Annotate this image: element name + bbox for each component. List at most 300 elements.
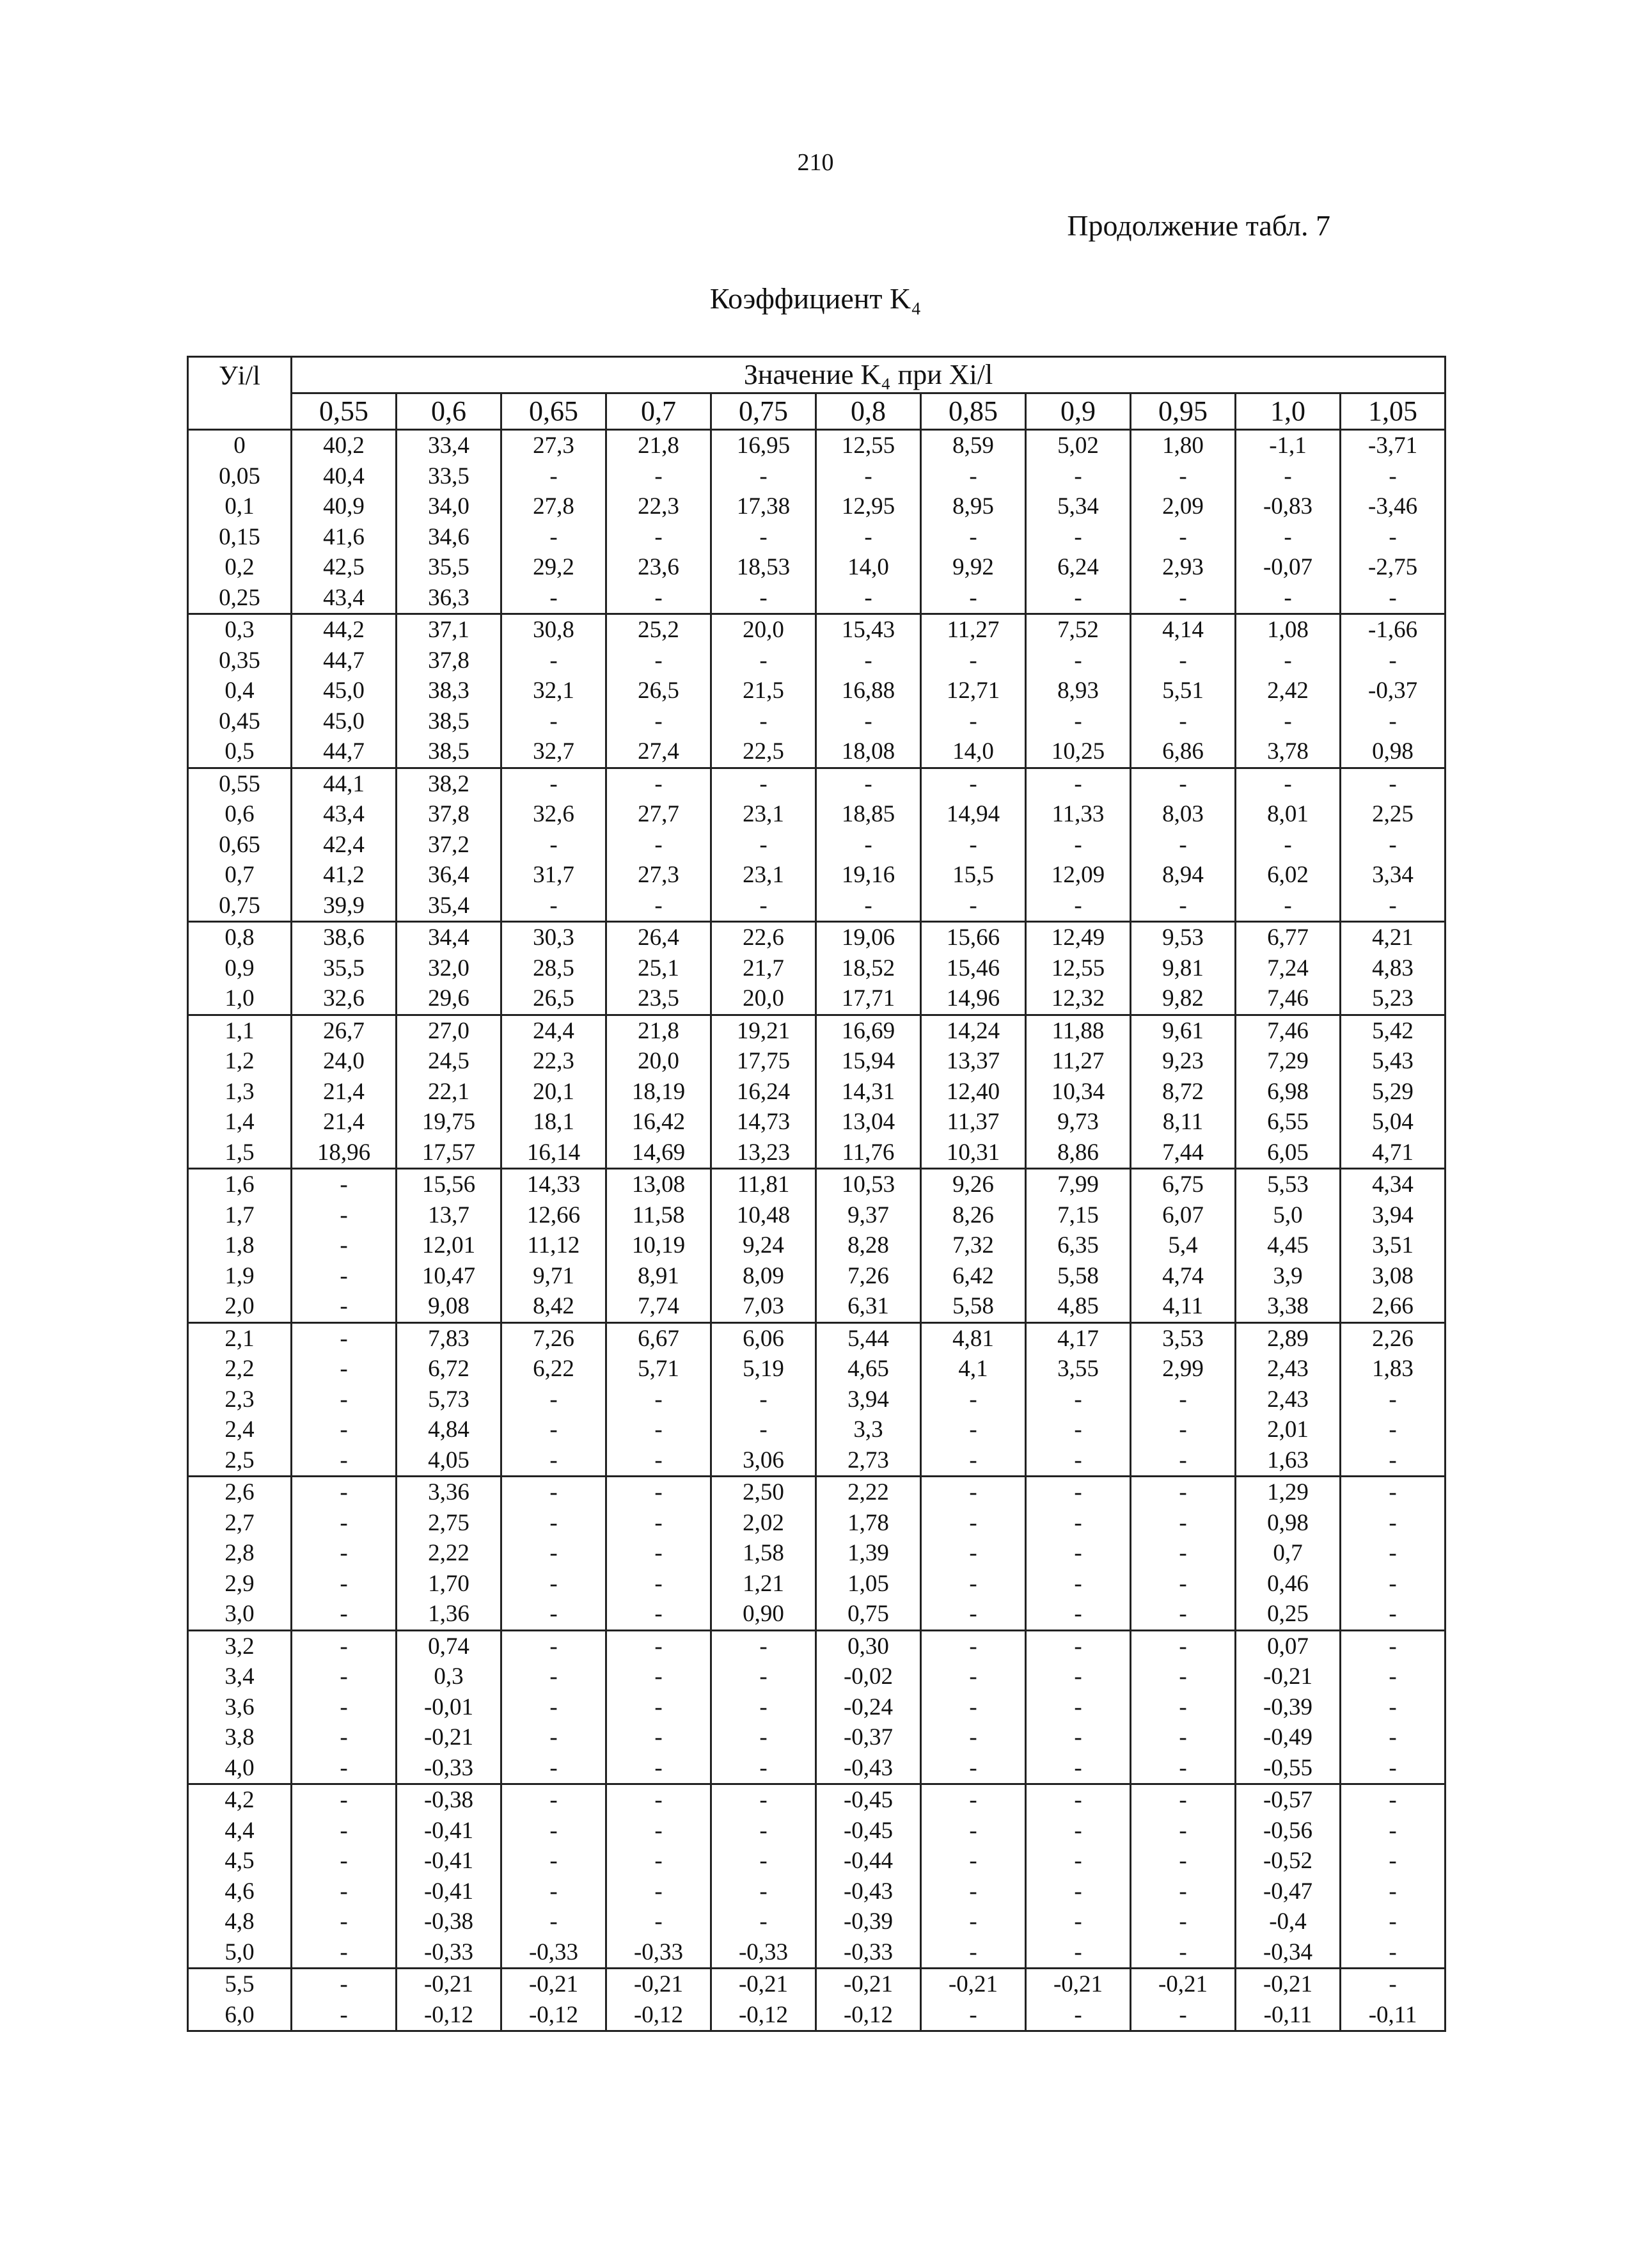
value-cell: 28,5 — [501, 953, 606, 984]
value-cell: 11,33 — [1026, 799, 1131, 830]
value-cell: 23,6 — [606, 552, 711, 583]
value-cell: 2,75 — [397, 1508, 501, 1539]
value-cell: 1,39 — [816, 1538, 921, 1569]
value-cell: 32,1 — [501, 676, 606, 706]
value-cell: 19,06 — [816, 922, 921, 953]
value-cell: - — [606, 1753, 711, 1784]
value-cell: 8,09 — [711, 1261, 816, 1292]
value-cell: - — [1341, 1692, 1446, 1723]
row-label-cell: 4,2 — [188, 1784, 292, 1816]
value-cell: - — [292, 1354, 397, 1384]
value-cell: 16,14 — [501, 1138, 606, 1169]
row-label-cell: 1,8 — [188, 1230, 292, 1261]
value-cell: 11,12 — [501, 1230, 606, 1261]
table-row — [188, 1322, 1446, 1354]
value-cell: 5,04 — [1341, 1107, 1446, 1138]
table-row — [188, 1015, 1446, 1046]
value-cell: 26,4 — [606, 922, 711, 953]
value-cell: 15,5 — [921, 860, 1026, 891]
value-cell: - — [1026, 1722, 1131, 1753]
value-cell: 1,70 — [397, 1569, 501, 1599]
value-cell: - — [921, 830, 1026, 860]
value-cell: -0,21 — [501, 1969, 606, 2000]
value-cell: 12,55 — [816, 430, 921, 461]
value-cell: 37,8 — [397, 799, 501, 830]
value-cell: 22,5 — [711, 736, 816, 768]
value-cell: 41,6 — [292, 522, 397, 553]
row-label-cell: 0,4 — [188, 676, 292, 706]
value-cell: -0,41 — [397, 1816, 501, 1846]
value-cell: 11,88 — [1026, 1015, 1131, 1046]
column-header: 0,95 — [1131, 393, 1236, 430]
value-cell: 27,4 — [606, 736, 711, 768]
value-cell: 5,43 — [1341, 1046, 1446, 1077]
value-cell: 43,4 — [292, 799, 397, 830]
row-label-cell: 0,05 — [188, 461, 292, 492]
column-header: 1,0 — [1236, 393, 1341, 430]
value-cell: 12,55 — [1026, 953, 1131, 984]
value-cell: - — [501, 1415, 606, 1445]
value-cell: 23,5 — [606, 983, 711, 1015]
value-cell: -0,12 — [711, 2000, 816, 2031]
value-cell: 9,08 — [397, 1291, 501, 1322]
value-cell: - — [1131, 646, 1236, 676]
value-cell: 32,0 — [397, 953, 501, 984]
value-cell: 12,40 — [921, 1077, 1026, 1107]
value-cell: 7,46 — [1236, 983, 1341, 1015]
value-cell: - — [1236, 891, 1341, 922]
value-cell: -1,1 — [1236, 430, 1341, 461]
row-label-cell: 2,2 — [188, 1354, 292, 1384]
row-label-cell: 0,1 — [188, 491, 292, 522]
table-row — [188, 768, 1446, 799]
value-cell: - — [501, 1722, 606, 1753]
value-cell: - — [711, 1661, 816, 1692]
table-row — [188, 583, 1446, 614]
value-cell: - — [921, 583, 1026, 614]
value-cell: 35,5 — [292, 953, 397, 984]
value-cell: 38,5 — [397, 736, 501, 768]
value-cell: 16,24 — [711, 1077, 816, 1107]
value-cell: - — [501, 1692, 606, 1723]
value-cell: 4,1 — [921, 1354, 1026, 1384]
value-cell: - — [1131, 461, 1236, 492]
value-cell: - — [1341, 1907, 1446, 1937]
value-cell: - — [711, 1692, 816, 1723]
value-cell: 6,42 — [921, 1261, 1026, 1292]
table-row — [188, 1169, 1446, 1200]
value-cell: 1,63 — [1236, 1445, 1341, 1477]
value-cell: - — [921, 1508, 1026, 1539]
value-cell: 19,16 — [816, 860, 921, 891]
value-cell: - — [1341, 1415, 1446, 1445]
value-cell: - — [1026, 1538, 1131, 1569]
value-cell: 24,0 — [292, 1046, 397, 1077]
value-cell: 14,0 — [816, 552, 921, 583]
value-cell: - — [292, 1230, 397, 1261]
table-row — [188, 922, 1446, 953]
value-cell: -0,21 — [1026, 1969, 1131, 2000]
value-cell: 20,0 — [711, 614, 816, 646]
value-cell: - — [711, 830, 816, 860]
row-label-cell: 2,6 — [188, 1477, 292, 1508]
value-cell: -0,45 — [816, 1816, 921, 1846]
table-row — [188, 1384, 1446, 1415]
row-label-cell: 4,4 — [188, 1816, 292, 1846]
value-cell: 11,76 — [816, 1138, 921, 1169]
value-cell: - — [501, 768, 606, 799]
value-cell: 18,96 — [292, 1138, 397, 1169]
value-cell: - — [1341, 830, 1446, 860]
value-cell: 21,5 — [711, 676, 816, 706]
table-row — [188, 1046, 1446, 1077]
column-header: 0,75 — [711, 393, 816, 430]
row-label-cell: 1,6 — [188, 1169, 292, 1200]
value-cell: - — [1026, 1599, 1131, 1630]
value-cell: 9,26 — [921, 1169, 1026, 1200]
value-cell: 34,0 — [397, 491, 501, 522]
value-cell: - — [501, 1508, 606, 1539]
value-cell: -0,49 — [1236, 1722, 1341, 1753]
value-cell: -0,38 — [397, 1907, 501, 1937]
value-cell: 5,58 — [1026, 1261, 1131, 1292]
value-cell: 15,46 — [921, 953, 1026, 984]
column-header: 0,55 — [292, 393, 397, 430]
value-cell: 32,7 — [501, 736, 606, 768]
value-cell: 0,46 — [1236, 1569, 1341, 1599]
value-cell: - — [921, 706, 1026, 737]
table-row — [188, 1200, 1446, 1231]
value-cell: 6,02 — [1236, 860, 1341, 891]
row-label-cell: 2,3 — [188, 1384, 292, 1415]
row-label-cell: 6,0 — [188, 2000, 292, 2031]
value-cell: - — [1131, 1816, 1236, 1846]
row-label-cell: 1,0 — [188, 983, 292, 1015]
value-cell: 18,08 — [816, 736, 921, 768]
value-cell: - — [606, 891, 711, 922]
value-cell: 11,81 — [711, 1169, 816, 1200]
value-cell: 14,94 — [921, 799, 1026, 830]
value-cell: 11,37 — [921, 1107, 1026, 1138]
value-cell: - — [292, 1661, 397, 1692]
value-cell: - — [1026, 1477, 1131, 1508]
value-cell: - — [1026, 1876, 1131, 1907]
table-row — [188, 1138, 1446, 1169]
value-cell: 3,06 — [711, 1445, 816, 1477]
value-cell: -0,33 — [397, 1753, 501, 1784]
value-cell: - — [292, 1753, 397, 1784]
value-cell: -0,33 — [606, 1937, 711, 1969]
value-cell: - — [606, 1384, 711, 1415]
value-cell: - — [711, 1415, 816, 1445]
value-cell: - — [711, 768, 816, 799]
value-cell: -0,38 — [397, 1784, 501, 1816]
table-row — [188, 491, 1446, 522]
value-cell: - — [501, 1753, 606, 1784]
value-cell: 17,75 — [711, 1046, 816, 1077]
value-cell: - — [501, 1784, 606, 1816]
value-cell: - — [816, 891, 921, 922]
value-cell: 14,31 — [816, 1077, 921, 1107]
value-cell: 36,4 — [397, 860, 501, 891]
value-cell: - — [1131, 1753, 1236, 1784]
value-cell: 3,9 — [1236, 1261, 1341, 1292]
value-cell: - — [292, 1907, 397, 1937]
value-cell: - — [1131, 583, 1236, 614]
value-cell: 1,29 — [1236, 1477, 1341, 1508]
table-row — [188, 1569, 1446, 1599]
row-label-cell: 1,3 — [188, 1077, 292, 1107]
value-cell: - — [292, 1599, 397, 1630]
value-cell: 26,5 — [606, 676, 711, 706]
value-cell: 27,3 — [606, 860, 711, 891]
value-cell: 2,01 — [1236, 1415, 1341, 1445]
value-cell: -0,21 — [1236, 1969, 1341, 2000]
value-cell: -0,07 — [1236, 552, 1341, 583]
value-cell: 22,6 — [711, 922, 816, 953]
value-cell: 27,7 — [606, 799, 711, 830]
value-cell: 21,7 — [711, 953, 816, 984]
value-cell: - — [1236, 522, 1341, 553]
column-header: 0,9 — [1026, 393, 1131, 430]
value-cell: 12,71 — [921, 676, 1026, 706]
value-cell: -0,02 — [816, 1661, 921, 1692]
value-cell: 12,66 — [501, 1200, 606, 1231]
value-cell: - — [606, 1784, 711, 1816]
value-cell: 29,6 — [397, 983, 501, 1015]
value-cell: 44,2 — [292, 614, 397, 646]
value-cell: 16,95 — [711, 430, 816, 461]
row-label-cell: 3,0 — [188, 1599, 292, 1630]
table-row — [188, 1692, 1446, 1723]
value-cell: - — [711, 583, 816, 614]
value-cell: - — [921, 891, 1026, 922]
value-cell: 14,96 — [921, 983, 1026, 1015]
value-cell: - — [921, 461, 1026, 492]
value-cell: 5,44 — [816, 1322, 921, 1354]
value-cell: 21,8 — [606, 1015, 711, 1046]
value-cell: - — [1131, 1630, 1236, 1661]
value-cell: 15,66 — [921, 922, 1026, 953]
row-label-cell: 1,5 — [188, 1138, 292, 1169]
value-cell: - — [1341, 1846, 1446, 1876]
value-cell: - — [711, 891, 816, 922]
value-cell: - — [816, 706, 921, 737]
value-cell: - — [1131, 891, 1236, 922]
value-cell: 10,48 — [711, 1200, 816, 1231]
value-cell: 9,71 — [501, 1261, 606, 1292]
value-cell: 10,31 — [921, 1138, 1026, 1169]
value-cell: - — [1026, 891, 1131, 922]
value-cell: 5,0 — [1236, 1200, 1341, 1231]
value-cell: -0,37 — [816, 1722, 921, 1753]
table-row — [188, 522, 1446, 553]
value-cell: - — [921, 1692, 1026, 1723]
row-label-cell: 0,15 — [188, 522, 292, 553]
value-cell: - — [1341, 768, 1446, 799]
value-cell: 15,56 — [397, 1169, 501, 1200]
value-cell: 40,2 — [292, 430, 397, 461]
value-cell: 43,4 — [292, 583, 397, 614]
value-cell: - — [292, 1969, 397, 2000]
table-row — [188, 736, 1446, 768]
value-cell: 8,42 — [501, 1291, 606, 1322]
row-label-cell: 0,45 — [188, 706, 292, 737]
value-cell: 6,98 — [1236, 1077, 1341, 1107]
value-cell: 22,1 — [397, 1077, 501, 1107]
value-cell: 23,1 — [711, 860, 816, 891]
table-row — [188, 430, 1446, 461]
value-cell: - — [711, 1816, 816, 1846]
value-cell: - — [1026, 1415, 1131, 1445]
value-cell: - — [921, 1538, 1026, 1569]
row-label-cell: 0,25 — [188, 583, 292, 614]
value-cell: 6,07 — [1131, 1200, 1236, 1231]
value-cell: - — [921, 1876, 1026, 1907]
value-cell: 7,15 — [1026, 1200, 1131, 1231]
value-cell: 4,83 — [1341, 953, 1446, 984]
value-cell: - — [1131, 1907, 1236, 1937]
value-cell: 3,53 — [1131, 1322, 1236, 1354]
row-label-cell: 2,9 — [188, 1569, 292, 1599]
value-cell: 21,4 — [292, 1077, 397, 1107]
value-cell: 4,81 — [921, 1322, 1026, 1354]
value-cell: 4,17 — [1026, 1322, 1131, 1354]
value-cell: - — [501, 1816, 606, 1846]
value-cell: - — [1341, 1599, 1446, 1630]
row-label-cell: 5,0 — [188, 1937, 292, 1969]
value-cell: 9,73 — [1026, 1107, 1131, 1138]
value-cell: 22,3 — [606, 491, 711, 522]
column-header: 1,05 — [1341, 393, 1446, 430]
value-cell: - — [1341, 1876, 1446, 1907]
value-cell: - — [606, 461, 711, 492]
value-cell: -0,33 — [711, 1937, 816, 1969]
value-cell: -0,12 — [816, 2000, 921, 2031]
table-row — [188, 799, 1446, 830]
value-cell: - — [1131, 1384, 1236, 1415]
value-cell: - — [501, 1569, 606, 1599]
value-cell: - — [501, 706, 606, 737]
value-cell: - — [501, 1661, 606, 1692]
value-cell: 8,94 — [1131, 860, 1236, 891]
value-cell: - — [292, 1876, 397, 1907]
value-cell: 45,0 — [292, 706, 397, 737]
value-cell: 13,04 — [816, 1107, 921, 1138]
value-cell: 32,6 — [292, 983, 397, 1015]
value-cell: - — [921, 1415, 1026, 1445]
table-row — [188, 891, 1446, 922]
value-cell: 2,43 — [1236, 1384, 1341, 1415]
value-cell: -0,41 — [397, 1876, 501, 1907]
value-cell: -3,71 — [1341, 430, 1446, 461]
table-continuation-label: Продолжение табл. 7 — [1067, 209, 1330, 242]
value-cell: 1,83 — [1341, 1354, 1446, 1384]
value-cell: -0,01 — [397, 1692, 501, 1723]
value-cell: 2,09 — [1131, 491, 1236, 522]
value-cell: - — [921, 1661, 1026, 1692]
value-cell: - — [921, 1937, 1026, 1969]
value-cell: 8,95 — [921, 491, 1026, 522]
value-cell: - — [292, 1816, 397, 1846]
value-cell: - — [1341, 646, 1446, 676]
value-cell: - — [1131, 1569, 1236, 1599]
value-cell: 4,74 — [1131, 1261, 1236, 1292]
value-cell: - — [1341, 1753, 1446, 1784]
value-cell: 13,37 — [921, 1046, 1026, 1077]
value-cell: - — [292, 1508, 397, 1539]
column-header: 0,85 — [921, 393, 1026, 430]
value-cell: -0,33 — [397, 1937, 501, 1969]
value-cell: 7,99 — [1026, 1169, 1131, 1200]
value-cell: 2,73 — [816, 1445, 921, 1477]
value-cell: 24,5 — [397, 1046, 501, 1077]
value-cell: 14,0 — [921, 736, 1026, 768]
value-cell: 37,1 — [397, 614, 501, 646]
value-cell: 17,57 — [397, 1138, 501, 1169]
value-cell: - — [292, 1630, 397, 1661]
value-cell: 0,74 — [397, 1630, 501, 1661]
value-cell: - — [921, 1384, 1026, 1415]
value-cell: 6,22 — [501, 1354, 606, 1384]
value-cell: 44,1 — [292, 768, 397, 799]
value-cell: - — [1341, 1508, 1446, 1539]
value-cell: - — [1131, 1937, 1236, 1969]
value-cell: 18,1 — [501, 1107, 606, 1138]
row-label-cell: 2,1 — [188, 1322, 292, 1354]
value-cell: 6,31 — [816, 1291, 921, 1322]
value-cell: - — [606, 768, 711, 799]
value-cell: 10,47 — [397, 1261, 501, 1292]
value-cell: - — [292, 1569, 397, 1599]
value-cell: -0,39 — [816, 1907, 921, 1937]
value-cell: 26,7 — [292, 1015, 397, 1046]
table-row — [188, 2000, 1446, 2031]
value-cell: - — [1131, 830, 1236, 860]
row-label-cell: 0,7 — [188, 860, 292, 891]
value-cell: - — [606, 1477, 711, 1508]
table-row — [188, 1477, 1446, 1508]
value-cell: - — [1341, 1937, 1446, 1969]
value-cell: 19,21 — [711, 1015, 816, 1046]
value-cell: - — [711, 646, 816, 676]
value-cell: 6,86 — [1131, 736, 1236, 768]
value-cell: -0,45 — [816, 1784, 921, 1816]
value-cell: 5,71 — [606, 1354, 711, 1384]
value-cell: 38,3 — [397, 676, 501, 706]
value-cell: 10,34 — [1026, 1077, 1131, 1107]
table-row — [188, 1969, 1446, 2000]
value-cell: - — [501, 1907, 606, 1937]
value-cell: 12,01 — [397, 1230, 501, 1261]
value-cell: 0,7 — [1236, 1538, 1341, 1569]
table-row — [188, 1291, 1446, 1322]
value-cell: - — [1131, 1784, 1236, 1816]
value-cell: - — [1341, 706, 1446, 737]
row-label-cell: 2,7 — [188, 1508, 292, 1539]
table-row — [188, 1816, 1446, 1846]
value-cell: 27,0 — [397, 1015, 501, 1046]
value-cell: - — [1236, 583, 1341, 614]
value-cell: - — [1341, 1445, 1446, 1477]
table-row — [188, 1107, 1446, 1138]
table-row — [188, 1415, 1446, 1445]
value-cell: - — [1026, 1661, 1131, 1692]
value-cell: 7,83 — [397, 1322, 501, 1354]
value-cell: - — [921, 1599, 1026, 1630]
table-row — [188, 614, 1446, 646]
value-cell: 8,03 — [1131, 799, 1236, 830]
